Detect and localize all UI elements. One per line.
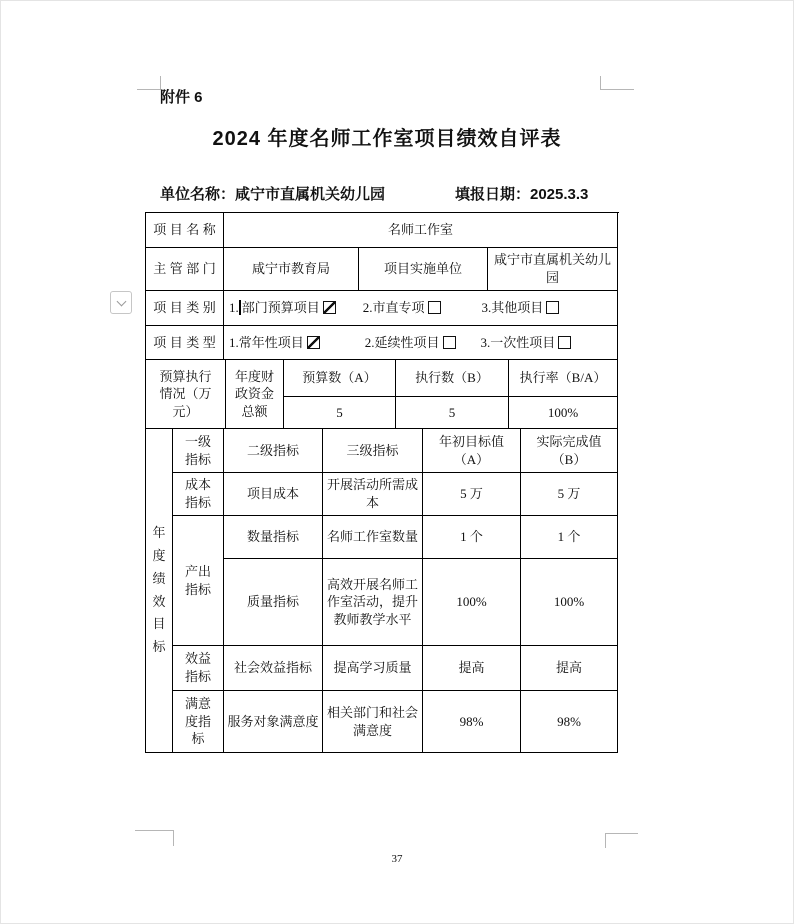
cost-actual: 5 万	[521, 473, 618, 516]
checkbox-checked-icon[interactable]	[323, 301, 336, 314]
option-label: 部门预算项目	[241, 300, 320, 316]
option-label: 3.其他项目	[481, 300, 544, 316]
project-type-options	[224, 326, 618, 360]
margin-dropdown-control[interactable]	[110, 291, 132, 314]
benefit-l2: 社会效益指标	[224, 646, 323, 691]
option-label: 2.延续性项目	[364, 334, 440, 350]
impl-unit-label: 项目实施单位	[359, 248, 488, 291]
exec-amount-value: 5	[396, 397, 509, 429]
type-option-2	[365, 334, 456, 352]
crop-mark-bottom-left-icon	[135, 830, 174, 846]
text-cursor	[239, 300, 241, 315]
category-option-3	[482, 299, 560, 317]
project-type-label: 项目类型	[146, 326, 224, 360]
header-level2: 二级指标	[224, 429, 323, 473]
supervisor-value: 咸宁市教育局	[224, 248, 359, 291]
quality-l3: 高效开展名师工作室活动，提升教师教学水平	[323, 559, 423, 646]
satisfaction-l2: 服务对象满意度	[224, 691, 323, 753]
budget-amount-value: 5	[284, 397, 396, 429]
crop-mark-bottom-right-icon	[605, 833, 638, 848]
project-category-options	[224, 291, 618, 326]
project-name-value: 名师工作室	[224, 213, 618, 248]
satisfaction-actual: 98%	[521, 691, 618, 753]
cost-l2: 项目成本	[224, 473, 323, 516]
header-actual: 实际完成值（B）	[521, 429, 618, 473]
benefit-actual: 提高	[521, 646, 618, 691]
performance-side-label: 年度绩效目标	[146, 429, 173, 753]
quality-l2: 质量指标	[224, 559, 323, 646]
exec-amount-header: 执行数（B）	[396, 360, 509, 397]
exec-rate-header: 执行率（B/A）	[509, 360, 618, 397]
page-title: 2024 年度名师工作室项目绩效自评表	[212, 128, 562, 150]
checkbox-checked-icon[interactable]	[307, 336, 320, 349]
output-indicator-label: 产出指标	[173, 516, 224, 646]
crop-mark-top-left-icon	[137, 76, 161, 90]
checkbox-unchecked-icon[interactable]	[546, 301, 559, 314]
project-name-label: 项目名称	[146, 213, 224, 248]
supervisor-label: 主管部门	[146, 248, 224, 291]
budget-label: 预算执行情况（万元）	[146, 360, 226, 429]
crop-mark-top-right-icon	[600, 76, 634, 90]
type-option-3	[481, 334, 572, 352]
benefit-target: 提高	[423, 646, 521, 691]
attachment-label: 附件 6	[160, 89, 203, 106]
impl-unit-value: 咸宁市直属机关幼儿园	[488, 248, 618, 291]
checkbox-unchecked-icon[interactable]	[428, 301, 441, 314]
cost-indicator-label: 成本指标	[173, 473, 224, 516]
checkbox-unchecked-icon[interactable]	[443, 336, 456, 349]
option-number: 1.	[229, 300, 239, 316]
option-label: 3.一次性项目	[480, 334, 556, 350]
performance-section	[146, 429, 619, 753]
report-date-label: 填报日期：2025.3.3	[455, 186, 589, 203]
annual-fund-label: 年度财政资金总额	[226, 360, 284, 429]
quality-target: 100%	[423, 559, 521, 646]
header-level1: 一级指标	[173, 429, 224, 473]
satisfaction-l3: 相关部门和社会满意度	[323, 691, 423, 753]
page-number: 37	[391, 853, 403, 865]
header-target: 年初目标值（A）	[423, 429, 521, 473]
cost-l3: 开展活动所需成本	[323, 473, 423, 516]
benefit-indicator-label: 效益指标	[173, 646, 224, 691]
cost-target: 5 万	[423, 473, 521, 516]
self-evaluation-table	[145, 212, 619, 753]
basic-info-section	[146, 213, 619, 360]
budget-amount-header: 预算数（A）	[284, 360, 396, 397]
option-label: 2.市直专项	[362, 300, 425, 316]
unit-name-label: 单位名称：咸宁市直属机关幼儿园	[160, 186, 386, 203]
budget-section	[146, 360, 619, 429]
checkbox-unchecked-icon[interactable]	[558, 336, 571, 349]
project-category-label: 项目类别	[146, 291, 224, 326]
satisfaction-target: 98%	[423, 691, 521, 753]
chevron-down-icon	[116, 296, 126, 306]
benefit-l3: 提高学习质量	[323, 646, 423, 691]
header-level3: 三级指标	[323, 429, 423, 473]
quantity-l2: 数量指标	[224, 516, 323, 559]
satisfaction-indicator-label: 满意度指标	[173, 691, 224, 753]
exec-rate-value: 100%	[509, 397, 618, 429]
category-option-2	[363, 299, 441, 317]
type-option-1	[229, 334, 320, 352]
category-option-1	[229, 299, 336, 317]
quality-actual: 100%	[521, 559, 618, 646]
quantity-l3: 名师工作室数量	[323, 516, 423, 559]
quantity-actual: 1 个	[521, 516, 618, 559]
option-label: 1.常年性项目	[229, 334, 304, 350]
quantity-target: 1 个	[423, 516, 521, 559]
